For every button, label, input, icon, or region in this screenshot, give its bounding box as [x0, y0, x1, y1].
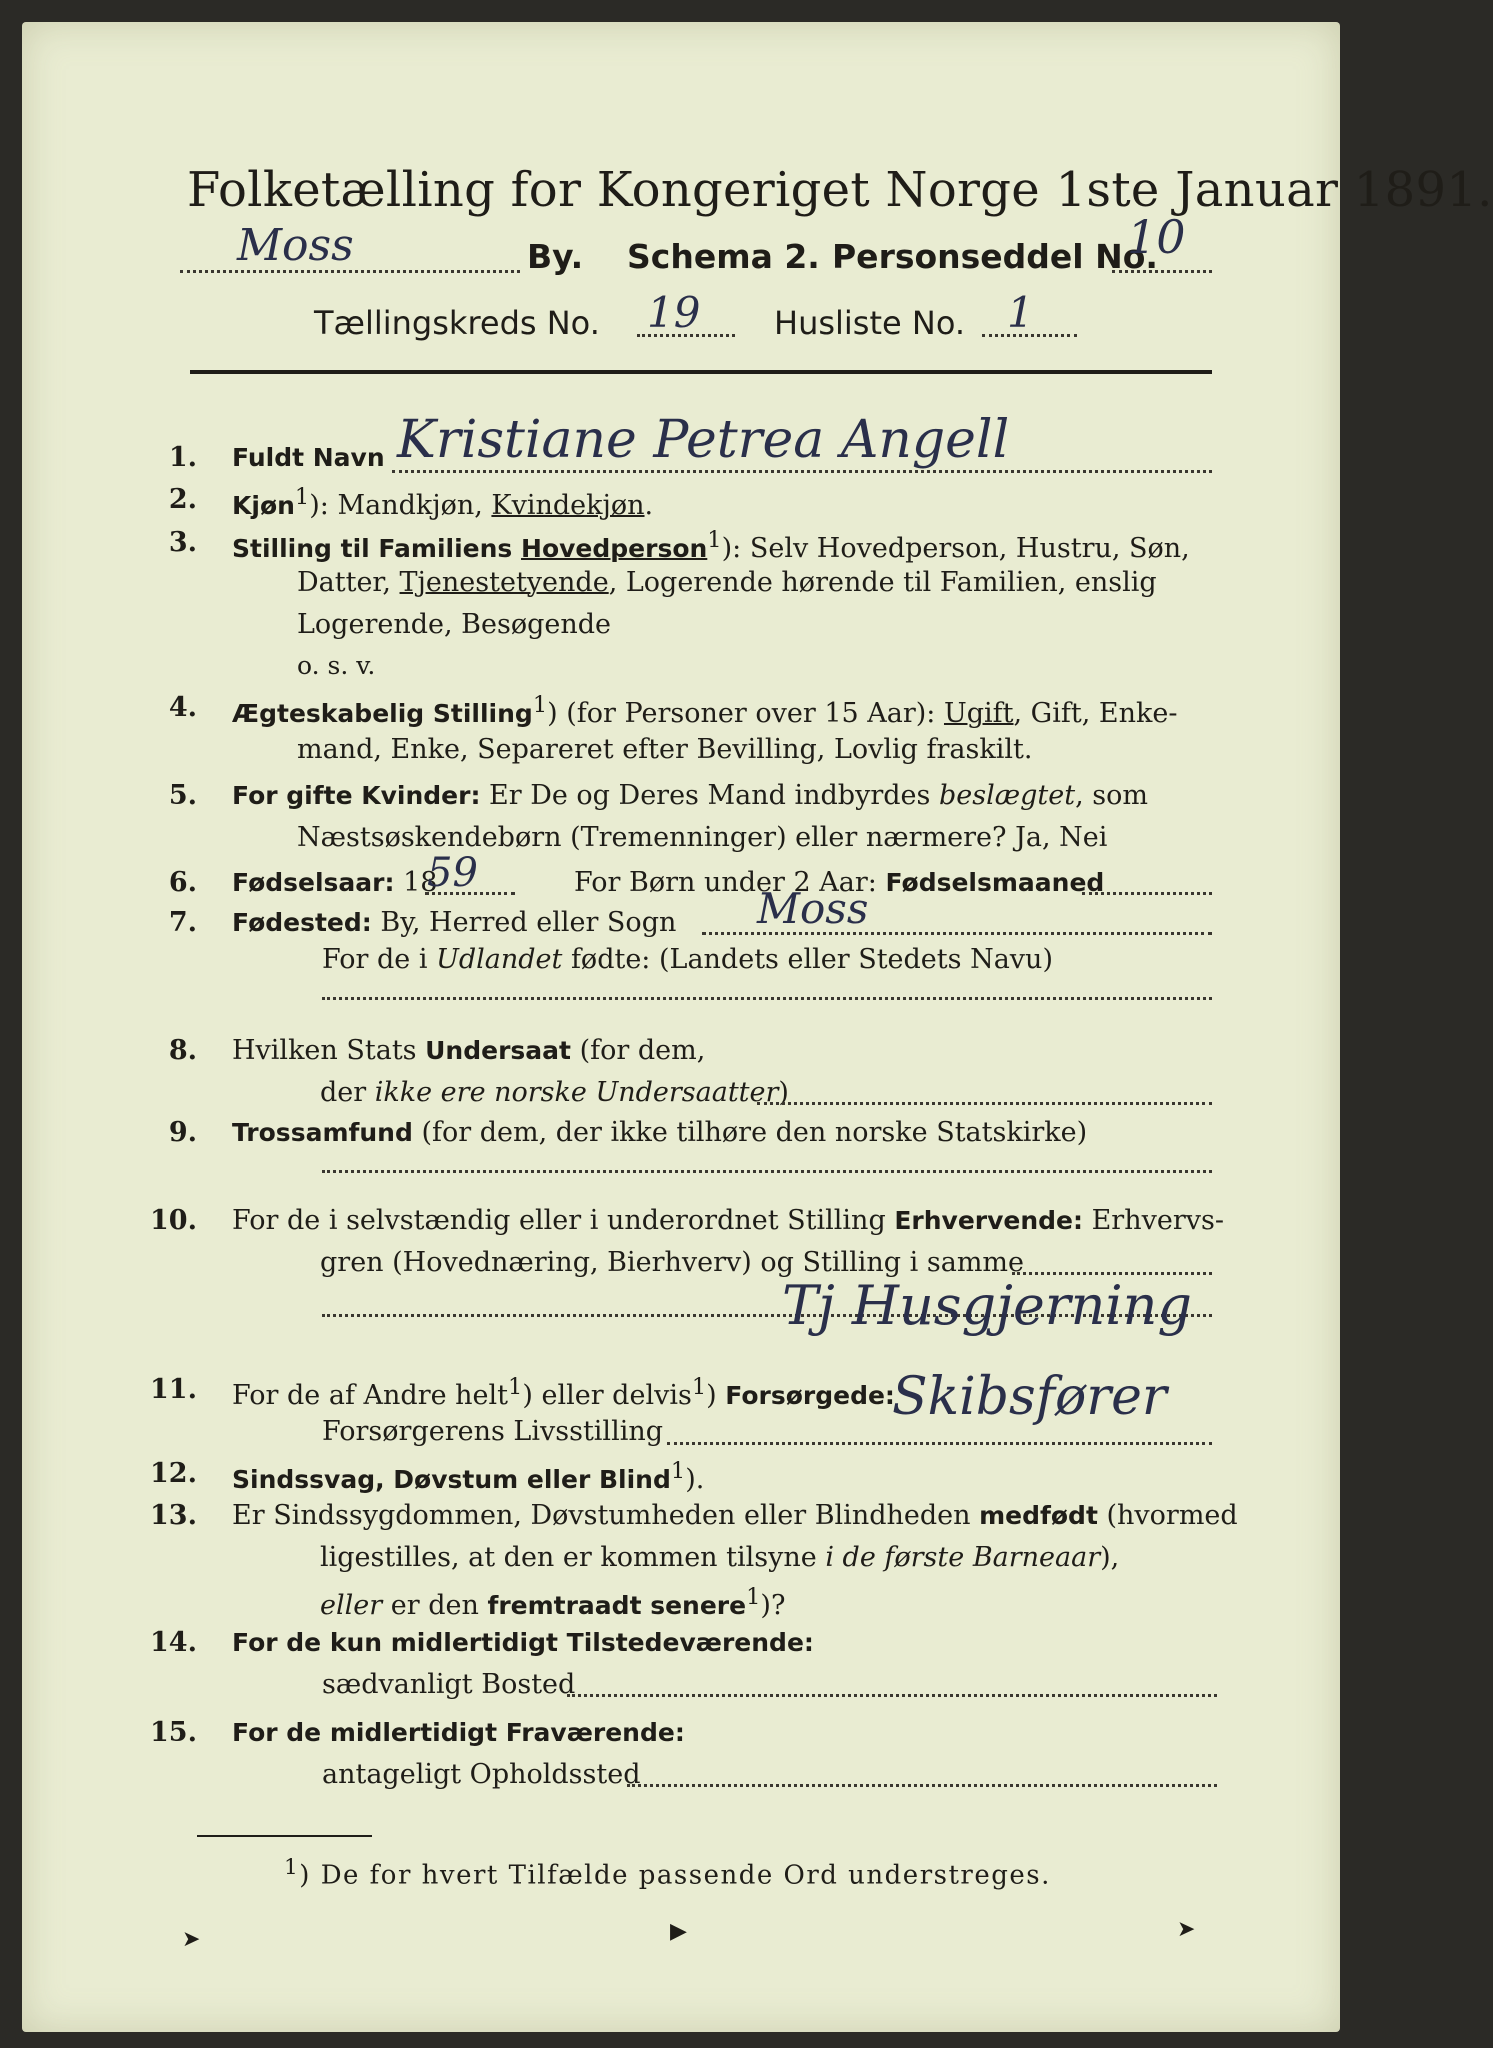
q10-line2: gren (Hovednæring, Bierhverv) og Stilling i samme — [320, 1247, 1025, 1278]
q11-line1-a: For de af Andre helt — [232, 1380, 509, 1411]
q13-line1-a: Er Sindssygdommen, Døvstumheden eller Blindheden — [232, 1500, 980, 1531]
q6-label: Fødselsaar: — [232, 868, 395, 897]
husliste-number: 1 — [1007, 288, 1034, 337]
husliste-label: Husliste No. — [774, 304, 965, 342]
item-number-5: 5. — [168, 780, 197, 811]
item-number-12: 12. — [150, 1458, 197, 1489]
q13-line2-a: ligestilles, at den er kommen tilsyne — [320, 1542, 826, 1573]
q15-line1: For de midlertidigt Fraværende: — [232, 1718, 685, 1747]
q2-footnote-ref: 1 — [294, 484, 310, 510]
q14-dotted-line — [567, 1694, 1217, 1697]
q9-label: Trossamfund — [232, 1118, 413, 1147]
q1-name-handwriting: Kristiane Petrea Angell — [397, 410, 1010, 470]
kreds-label: Tællingskreds No. — [314, 304, 600, 342]
q1-label: Fuldt Navn — [232, 443, 385, 472]
q2-text: ): Mandkjøn, — [309, 490, 492, 521]
footnote-rule — [197, 1835, 372, 1837]
q11-provider-handwriting: Skibsfører — [892, 1367, 1167, 1427]
q7-second-dotted-line — [322, 997, 1212, 1000]
binding-mark-center: ▶ — [670, 1919, 687, 1944]
q8-line1-c: (for dem, — [570, 1035, 706, 1066]
q8-line1-a: Hvilken Stats — [232, 1035, 426, 1066]
census-form-sheet: Folketælling for Kongeriget Norge 1ste Januar 1891. Moss By. Schema 2. Personseddel No. 10 Tællingskreds No. 19 Husliste No. 1 1. Fuldt Navn Kristiane Petrea Angell 2. Kjøn$^1$): Mandkjøn, Kvindekjøn. 3. Stilling til Familiens Hovedperson$^1$): Selv Hovedperson, Hustru, Søn, Datter, Tjenestetyende, Logerende hørende til Familien, enslig Logerende, Besøgende o. s. v. 4. Ægteskabelig Stilling$^1$) (for Personer over 15 Aar): Ugift, Gift, Enke- mand, Enke, Separeret efter Bevilling, Lovlig fraskilt. 5. For gifte Kvinder: Er De og Deres Mand indbyrdes beslægtet, som Næstsøskendebørn (Tremenninger) eller nærmere? Ja, Nei 6. Fødselsaar: 18 59 For Børn under 2 Aar: Fødselsmaaned 7. Fødested: By, Herred eller Sogn Moss For de i Udlandet fødte: (Landets eller Stedets Navu) 8. Hvilken Stats Undersaat (for dem, der ikke ere norske Undersaatter) 9. Trossamfund (for dem, der ikke tilhøre den norske Statskirke) 10. For de i selvstændig eller i underordnet Stilling Erhvervende: Erhvervs- gren (Hovednæring, Bierhverv) og Stilling i samme Tj Husgjerning 11. For de af Andre helt$^1$) eller delvis$^1$) Forsørgede: Forsørgerens Livsstilling Skibsfører 12. Sindssvag, Døvstum eller Blind$^1$). 13. Er Sindssygdommen, Døvstumheden eller Blindheden medfødt (hvormed ligestilles, at den er kommen tilsyne i de første Barneaar), eller er den fremtraadt senere$^1$)? 14. For de kun midlertidigt Tilstedeværende: sædvanligt Bosted 15. For de midlertidigt Fraværende: antageligt Opholdssted $^1$) De for hvert Tilfælde passende Ord understreges. ➤ ▶ ➤ — [22, 22, 1340, 2032]
q1-dotted-line — [392, 470, 1212, 473]
kreds-number: 19 — [647, 288, 701, 337]
q10-occupation-handwriting: Tj Husgjerning — [782, 1274, 1192, 1337]
q4-label: Ægteskabelig Stilling — [232, 699, 533, 728]
q15-line2: antageligt Opholdssted — [322, 1759, 641, 1790]
q4-footnote-ref: 1 — [532, 692, 548, 718]
footnote-marker: 1 — [284, 1855, 300, 1880]
q12-line: Sindssvag, Døvstum eller Blind — [232, 1465, 671, 1494]
q8-ikke-norske: ikke ere norske Undersaatter — [374, 1077, 779, 1108]
header-rule — [190, 370, 1212, 374]
q5-label: For gifte Kvinder: — [232, 781, 481, 810]
q3-line2-c: , Logerende hørende til Familien, enslig — [608, 567, 1157, 598]
q4-line1-c: , Gift, Enke- — [1013, 698, 1178, 729]
q8-line2-a: der — [320, 1077, 375, 1108]
q9-rest: (for dem, der ikke tilhøre den norske Statskirke) — [412, 1117, 1088, 1148]
q13-line1-c: (hvormed — [1097, 1500, 1238, 1531]
q6-maaned: Fødselsmaaned — [885, 868, 1105, 897]
personseddel-number: 10 — [1127, 210, 1186, 264]
q13-line2-c: ), — [1100, 1542, 1120, 1573]
item-number-11: 11. — [150, 1374, 197, 1405]
item-number-7: 7. — [168, 907, 197, 938]
item-number-14: 14. — [150, 1627, 197, 1658]
q5-line1-a: Er De og Deres Mand indbyrdes — [480, 780, 939, 811]
q6-century: 18 — [403, 867, 438, 898]
q4-line1-a: ) (for Personer over 15 Aar): — [547, 698, 944, 729]
q3-label-b: Hovedperson — [521, 534, 708, 563]
q11-line1-b: ) eller delvis — [522, 1380, 692, 1411]
q7-udlandet: Udlandet — [436, 944, 563, 975]
item-number-3: 3. — [168, 527, 197, 558]
q8-dotted-line — [757, 1102, 1212, 1105]
schema-label: Schema 2. — [627, 237, 820, 276]
q6-rest: For Børn under 2 Aar: — [574, 867, 886, 898]
q2-period: . — [644, 490, 654, 521]
q11-line2: Forsørgerens Livsstilling — [322, 1416, 664, 1447]
q13-medfodt: medfødt — [979, 1501, 1098, 1530]
q5-line1-c: , som — [1075, 780, 1148, 811]
q4-line2: mand, Enke, Separeret efter Bevilling, Lovlig fraskilt. — [297, 734, 1033, 765]
item-number-1: 1. — [168, 442, 197, 473]
item-number-4: 4. — [168, 692, 197, 723]
binding-mark-right: ➤ — [1177, 1917, 1196, 1942]
q3-line3: Logerende, Besøgende — [297, 609, 611, 640]
q5-beslaegtet: beslægtet — [938, 780, 1076, 811]
binding-mark-left: ➤ — [182, 1927, 201, 1952]
q7-label: Fødested: — [232, 908, 372, 937]
q11-forsorgede: Forsørgede: — [725, 1381, 895, 1410]
q7-line2-a: For de i — [322, 944, 437, 975]
q13-barneaar: i de første Barneaar — [825, 1542, 1101, 1573]
q8-line2-c: ) — [778, 1077, 789, 1108]
q3-tjenestetyende-underlined: Tjenestetyende — [399, 567, 609, 598]
q2-label: Kjøn — [232, 491, 295, 520]
q11-line1-c: ) — [706, 1380, 726, 1411]
by-label: By. — [527, 237, 584, 276]
q13-senere: fremtraadt senere — [487, 1591, 747, 1620]
q3-label-a: Stilling til Familiens — [232, 534, 522, 563]
footnote-text: ) De for hvert Tilfælde passende Ord understreges. — [299, 1860, 1051, 1891]
q14-line2: sædvanligt Bosted — [322, 1669, 576, 1700]
personseddel-dotted-line — [1112, 270, 1212, 273]
q2-kvindekjon-underlined: Kvindekjøn — [491, 490, 645, 521]
q3-line1: ): Selv Hovedperson, Hustru, Søn, — [721, 533, 1190, 564]
q8-undersaat: Undersaat — [425, 1036, 571, 1065]
q7-birthplace-handwriting: Moss — [757, 884, 869, 933]
item-number-2: 2. — [168, 484, 197, 515]
q5-line2: Næstsøskendebørn (Tremenninger) eller nærmere? Ja, Nei — [297, 822, 1108, 853]
q10-line1-c: Erhvervs- — [1083, 1205, 1224, 1236]
q15-dotted-line — [627, 1784, 1217, 1787]
item-number-13: 13. — [150, 1500, 197, 1531]
item-number-8: 8. — [168, 1035, 197, 1066]
form-title: Folketælling for Kongeriget Norge 1ste Januar 1891. — [187, 162, 1493, 218]
personseddel-label: Personseddel No. — [832, 237, 1158, 276]
q10-erhvervende: Erhvervende: — [894, 1206, 1084, 1235]
q10-line1-a: For de i selvstændig eller i underordnet Stilling — [232, 1205, 895, 1236]
q13-line3-d: )? — [760, 1590, 786, 1621]
item-number-6: 6. — [168, 867, 197, 898]
q7-rest: By, Herred eller Sogn — [371, 907, 677, 938]
q13-eller: eller — [320, 1590, 383, 1621]
q6-month-dotted-line — [1082, 892, 1212, 895]
q9-dotted-line — [322, 1170, 1212, 1173]
footnote — [284, 1855, 1051, 1891]
q3-footnote-ref: 1 — [707, 527, 722, 553]
item-number-10: 10. — [150, 1205, 197, 1236]
q7-line2-c: fødte: (Landets eller Stedets Navu) — [562, 944, 1053, 975]
item-number-15: 15. — [150, 1717, 197, 1748]
item-number-9: 9. — [168, 1117, 197, 1148]
q3-line4: o. s. v. — [297, 651, 376, 680]
q4-ugift-underlined: Ugift — [943, 698, 1014, 729]
city-handwriting: Moss — [237, 220, 354, 271]
q11-dotted-line — [667, 1442, 1212, 1445]
q6-year-handwriting: 59 — [427, 850, 478, 896]
q13-line3-b: er den — [382, 1590, 488, 1621]
q14-line1: For de kun midlertidigt Tilstedeværende: — [232, 1628, 814, 1657]
q3-line2-a: Datter, — [297, 567, 400, 598]
